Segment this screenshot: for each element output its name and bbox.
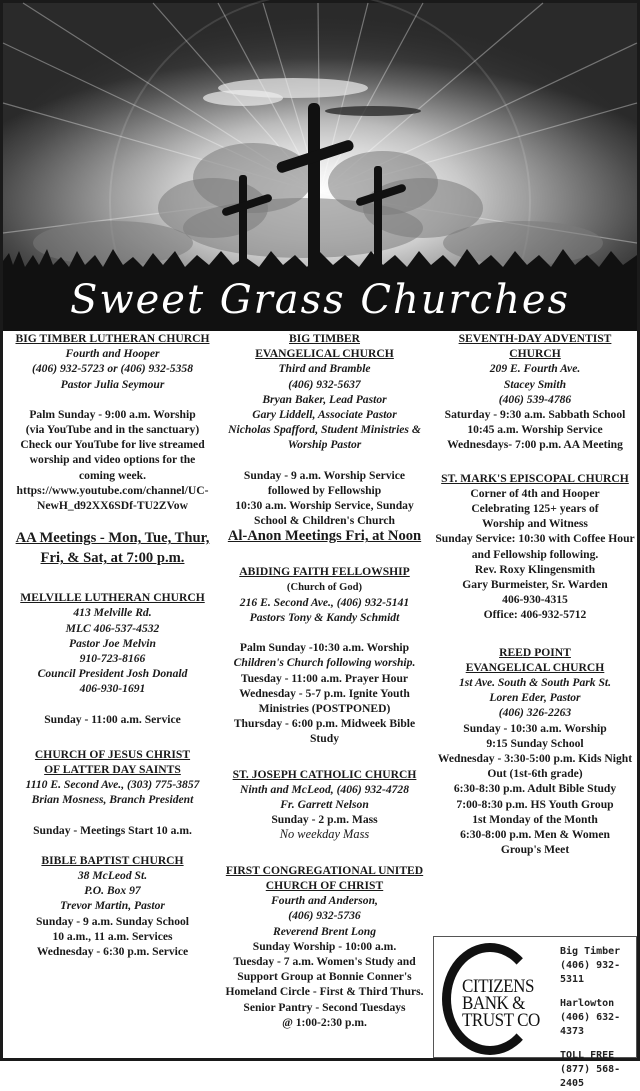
address: Third and Bramble — [278, 362, 371, 376]
pastor: Pastor Joe Melvin — [69, 636, 156, 650]
schedule-line: Out (1st-6th grade) — [487, 767, 583, 781]
logo-text: TRUST CO — [462, 1011, 540, 1031]
schedule-line: Wednesday - 5-7 p.m. Ignite Youth — [239, 686, 410, 700]
schedule-line: Sunday - Meetings Start 10 a.m. — [33, 823, 192, 837]
column-left — [9, 331, 216, 974]
address: 38 McLeod St. — [77, 869, 148, 883]
schedule-line: Tuesday - 11:00 a.m. Prayer Hour — [240, 671, 409, 685]
bank-contact-info — [560, 945, 636, 1091]
pastor: Loren Eder, Pastor — [489, 691, 581, 705]
church-listing — [433, 331, 637, 453]
schedule-line: Group's Meet — [500, 843, 570, 857]
schedule-line: Saturday - 9:30 a.m. Sabbath School — [444, 408, 626, 422]
location-label: Big Timber — [560, 946, 621, 957]
logo-text: BANK & — [462, 994, 525, 1014]
address: Corner of 4th and Hooper — [470, 486, 600, 500]
schedule-line: Homeland Circle - First & Third Thurs. — [225, 985, 424, 999]
pastor: Nicholas Spafford, Student Ministries & — [228, 423, 421, 437]
address: 216 E. Second Ave., (406) 932-5141 — [239, 595, 410, 609]
schedule-line: Wednesday - 3:30-5:00 p.m. Kids Night — [437, 752, 633, 766]
pastor: Rev. Roxy Klingensmith — [474, 562, 596, 576]
schedule-line: followed by Fellowship — [267, 483, 382, 497]
bank-logo — [438, 941, 556, 1055]
phone: MLC 406-537-4532 — [65, 621, 160, 635]
schedule-line: worship and video options for the — [29, 453, 196, 467]
schedule-line: Tuesday - 7 a.m. Women's Study and — [233, 954, 416, 968]
schedule-line: Sunday - 9 a.m. Worship Service — [243, 468, 406, 482]
pastor: Worship Pastor — [287, 438, 362, 452]
pastor: Fr. Garrett Nelson — [280, 798, 369, 812]
schedule-line: (via YouTube and in the sanctuary) — [25, 423, 200, 437]
schedule-line: Sunday Worship - 10:00 a.m. — [252, 939, 397, 953]
location-phone: (406) 632-4373 — [560, 1012, 621, 1037]
schedule-line: @ 1:00-2:30 p.m. — [282, 1015, 367, 1029]
council-president: Council President Josh Donald — [37, 667, 188, 681]
schedule-line: Sunday - 11:00 a.m. Service — [44, 712, 181, 726]
location-label: Harlowton — [560, 998, 615, 1009]
pastor: Pastors Tony & Kandy Schmidt — [249, 611, 400, 625]
location-phone: (406) 932-5311 — [560, 960, 621, 985]
logo-text: CITIZENS — [462, 977, 534, 997]
church-listing — [221, 767, 428, 843]
warden: Gary Burmeister, Sr. Warden — [462, 578, 608, 592]
church-listing — [221, 863, 428, 1030]
schedule-note: No weekday Mass — [279, 827, 370, 842]
youtube-link[interactable]: NewH_d92XX6SDf-TU2ZVow — [37, 499, 188, 513]
address: Fourth and Anderson, — [271, 894, 378, 908]
pastor: Pastor Julia Seymour — [60, 377, 165, 391]
pastor: Bryan Baker, Lead Pastor — [262, 392, 387, 406]
phone: (406) 932-5637 — [288, 377, 361, 391]
church-name: BIG TIMBER LUTHERAN CHURCH — [15, 332, 210, 345]
denomination: (Church of God) — [286, 581, 363, 593]
schedule-line: 10 a.m., 11 a.m. Services — [52, 929, 173, 943]
notice-line: AA Meetings - Mon, Tue, Thur, — [15, 530, 210, 547]
church-listing — [9, 853, 216, 959]
address: 413 Melville Rd. — [73, 606, 152, 620]
church-name: REED POINT — [499, 645, 571, 659]
notice-line: Fri, & Sat, at 7:00 p.m. — [40, 550, 185, 567]
church-listing — [9, 747, 216, 838]
phone: 406-930-4315 — [502, 593, 568, 607]
pastor: Trevor Martin, Pastor — [60, 899, 165, 913]
schedule-line: 1st Monday of the Month — [472, 812, 598, 826]
schedule-line: Wednesday - 6:30 p.m. Service — [36, 945, 189, 959]
location-phone: (877) 568-2405 — [560, 1064, 621, 1089]
phone: 910-723-8166 — [79, 652, 146, 666]
schedule-line: Sunday - 10:30 a.m. Worship — [463, 721, 607, 735]
schedule-line: Sunday - 9 a.m. Sunday School — [35, 914, 190, 928]
location-label: TOLL FREE — [560, 1050, 615, 1061]
church-name: CHURCH OF JESUS CHRIST — [34, 747, 191, 761]
bank-advertisement — [433, 936, 637, 1089]
phone: (406) 932-5736 — [288, 909, 361, 923]
church-name: OF LATTER DAY SAINTS — [44, 763, 181, 777]
phone: (406) 932-5723 or (406) 932-5358 — [31, 362, 193, 376]
church-name: CHURCH OF CHRIST — [265, 878, 384, 892]
po-box: P.O. Box 97 — [84, 884, 141, 898]
schedule-line: 10:45 a.m. Worship Service — [467, 423, 603, 437]
schedule-line: Worship and Witness — [482, 517, 588, 531]
church-name: FIRST CONGREGATIONAL UNITED — [225, 863, 424, 877]
schedule-line: Palm Sunday -10:30 a.m. Worship — [239, 641, 410, 655]
schedule-line: Ministries (POSTPONED) — [258, 702, 391, 716]
schedule-line: Study — [309, 732, 339, 746]
page-title: Sweet Grass Churches — [69, 277, 571, 323]
al-anon-notice: Al-Anon Meetings Fri, at Noon — [227, 528, 422, 545]
church-name: BIG TIMBER — [289, 332, 360, 345]
church-name: ST. MARK'S EPISCOPAL CHURCH — [441, 471, 629, 485]
church-name: ABIDING FAITH FELLOWSHIP — [239, 565, 410, 579]
phone: (406) 539-4786 — [498, 392, 572, 406]
phone: 406-930-1691 — [79, 682, 146, 696]
aa-meetings-notice — [9, 528, 216, 568]
schedule-line: Sunday - 2 p.m. Mass — [271, 813, 378, 827]
schedule-line: 6:30-8:30 p.m. Adult Bible Study — [453, 782, 617, 796]
church-listing — [9, 331, 216, 513]
schedule-line: 6:30-8:00 p.m. Men & Women — [460, 828, 610, 842]
schedule-line: Check our YouTube for live streamed — [20, 438, 205, 452]
church-listing — [221, 564, 428, 746]
schedule-line: Celebrating 125+ years of — [471, 502, 599, 516]
church-listing — [221, 331, 428, 544]
church-listing — [9, 590, 216, 727]
address: 209 E. Fourth Ave. — [489, 362, 581, 376]
youtube-link[interactable]: https://www.youtube.com/channel/UC- — [16, 483, 209, 497]
schedule-line: Palm Sunday - 9:00 a.m. Worship — [29, 407, 196, 421]
church-name: EVANGELICAL CHURCH — [465, 660, 605, 674]
schedule-line: Senior Pantry - Second Tuesdays — [243, 1000, 406, 1014]
column-right — [433, 331, 637, 873]
church-listing — [433, 645, 637, 858]
office-phone: Office: 406-932-5712 — [483, 608, 587, 622]
church-name: MELVILLE LUTHERAN CHURCH — [20, 591, 205, 605]
schedule-line: 9:15 Sunday School — [486, 736, 584, 750]
schedule-line: Sunday Service: 10:30 with Coffee Hour — [435, 532, 635, 546]
address: 1110 E. Second Ave., (303) 775-3857 — [25, 778, 200, 792]
schedule-line: and Fellowship following. — [471, 547, 599, 561]
contact: Stacey Smith — [503, 377, 567, 391]
schedule-line: 10:30 a.m. Worship Service, Sunday — [235, 499, 414, 513]
schedule-line: Support Group at Bonnie Conner's — [237, 970, 412, 984]
pastor: Brian Mosness, Branch President — [31, 793, 194, 807]
schedule-line: Thursday - 6:00 p.m. Midweek Bible — [233, 717, 416, 731]
pastor: Gary Liddell, Associate Pastor — [252, 408, 397, 422]
schedule-line: coming week. — [79, 468, 146, 482]
address: 1st Ave. South & South Park St. — [458, 676, 612, 690]
address: Fourth and Hooper — [65, 347, 160, 361]
schedule-line: Children's Church following worship. — [233, 656, 416, 670]
address: Ninth and McLeod, (406) 932-4728 — [239, 782, 410, 796]
church-name: SEVENTH-DAY ADVENTIST — [458, 332, 612, 345]
church-name: EVANGELICAL CHURCH — [255, 347, 394, 361]
church-listing — [433, 471, 637, 623]
schedule-line: 7:00-8:30 p.m. HS Youth Group — [456, 797, 614, 811]
schedule-line: Wednesdays- 7:00 p.m. AA Meeting — [447, 438, 623, 452]
title-banner — [3, 275, 637, 325]
pastor: Reverend Brent Long — [272, 924, 377, 938]
schedule-line: School & Children's Church — [254, 514, 395, 528]
church-name: ST. JOSEPH CATHOLIC CHURCH — [232, 767, 417, 781]
column-middle — [221, 331, 428, 1045]
church-name: BIBLE BAPTIST CHURCH — [41, 853, 184, 867]
phone: (406) 326-2263 — [498, 706, 572, 720]
church-name: CHURCH — [509, 347, 561, 361]
